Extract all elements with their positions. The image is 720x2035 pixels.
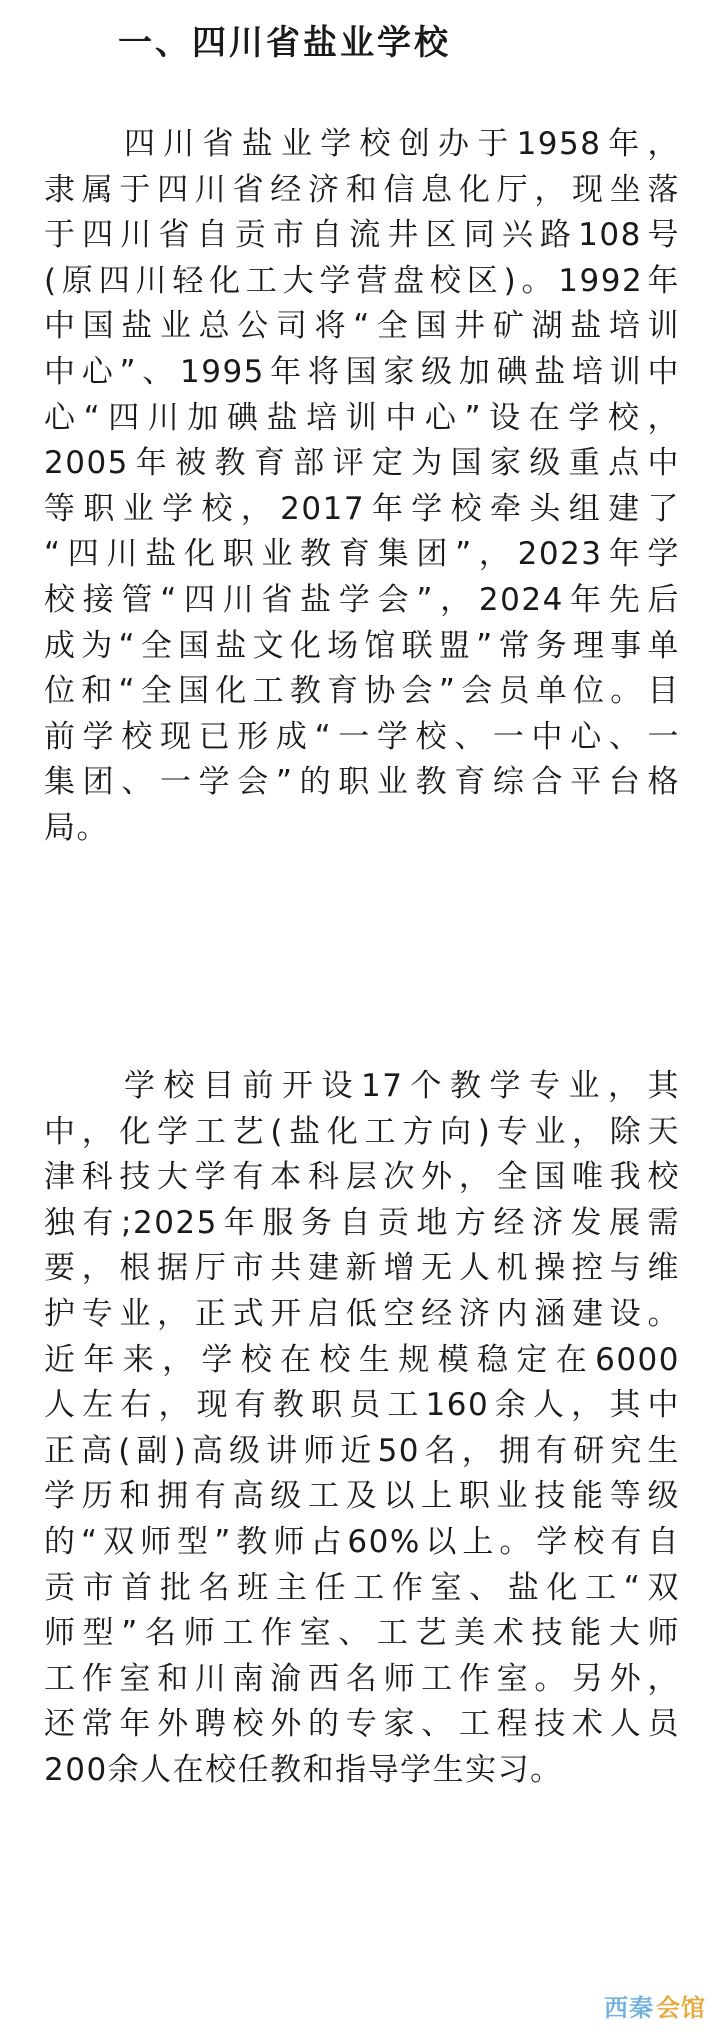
text-line: (原四川轻化工大学营盘校区)。1992年 [44,262,680,299]
text-line: 人左右，现有教职员工160余人，其中 [44,1387,680,1424]
text-line: 中国盐业总公司将“全国井矿湖盐培训 [44,308,680,345]
text-line: 护专业，正式开启低空经济内涵建设。 [44,1295,680,1332]
paragraph-history [0,122,720,852]
paragraph-majors [0,1064,720,1794]
text-line: 正高(副)高级讲师近50名，拥有研究生 [44,1432,680,1469]
text-line: 中心”、1995年将国家级加碘盐培训中 [44,353,680,390]
watermark-logo [596,1984,714,2027]
text-line: 2005年被教育部评定为国家级重点中 [44,445,680,482]
text-line: 近年来，学校在校生规模稳定在6000 [44,1341,680,1378]
text-line: “四川盐化职业教育集团”，2023年学 [44,536,680,573]
text-line: 于四川省自贡市自流井区同兴路108号 [44,217,680,254]
text-line: 津科技大学有本科层次外，全国唯我校 [44,1159,680,1196]
text-line: 隶属于四川省经济和信息化厅，现坐落 [44,171,680,208]
text-line: 中，化学工艺(盐化工方向)专业，除天 [44,1113,680,1150]
text-line: 心“四川加碘盐培训中心”设在学校， [44,399,680,436]
text-line: 前学校现已形成“一学校、一中心、一 [44,718,680,755]
text-line: 师型”名师工作室、工艺美术技能大师 [44,1615,680,1652]
watermark-text-right: 会馆 [656,1994,706,2022]
text-line: 要，根据厅市共建新增无人机操控与维 [44,1250,680,1287]
text-line: 学历和拥有高级工及以上职业技能等级 [44,1478,680,1515]
text-line: 还常年外聘校外的专家、工程技术人员 [44,1706,680,1743]
text-line: 等职业学校，2017年学校牵头组建了 [44,490,680,527]
text-line: 集团、一学会”的职业教育综合平台格 [44,764,680,801]
text-line: 工作室和川南渝西名师工作室。另外， [44,1660,680,1697]
text-line: 贡市首批名班主任工作室、盐化工“双 [44,1569,680,1606]
text-line: 局。 [44,809,109,846]
text-line: 学校目前开设17个教学专业，其 [124,1068,680,1104]
text-line: 位和“全国化工教育协会”会员单位。目 [44,673,680,710]
text-line: 四川省盐业学校创办于1958年， [124,126,680,162]
text-line: 200余人在校任教和指导学生实习。 [44,1751,563,1788]
text-line: 成为“全国盐文化场馆联盟”常务理事单 [44,627,680,664]
watermark-text-left: 西秦 [604,1994,654,2022]
text-line: 校接管“四川省盐学会”，2024年先后 [44,581,680,618]
section-heading: 一、四川省盐业学校 [118,23,451,63]
text-line: 独有;2025年服务自贡地方经济发展需 [44,1204,680,1241]
text-line: 的“双师型”教师占60%以上。学校有自 [44,1523,680,1560]
